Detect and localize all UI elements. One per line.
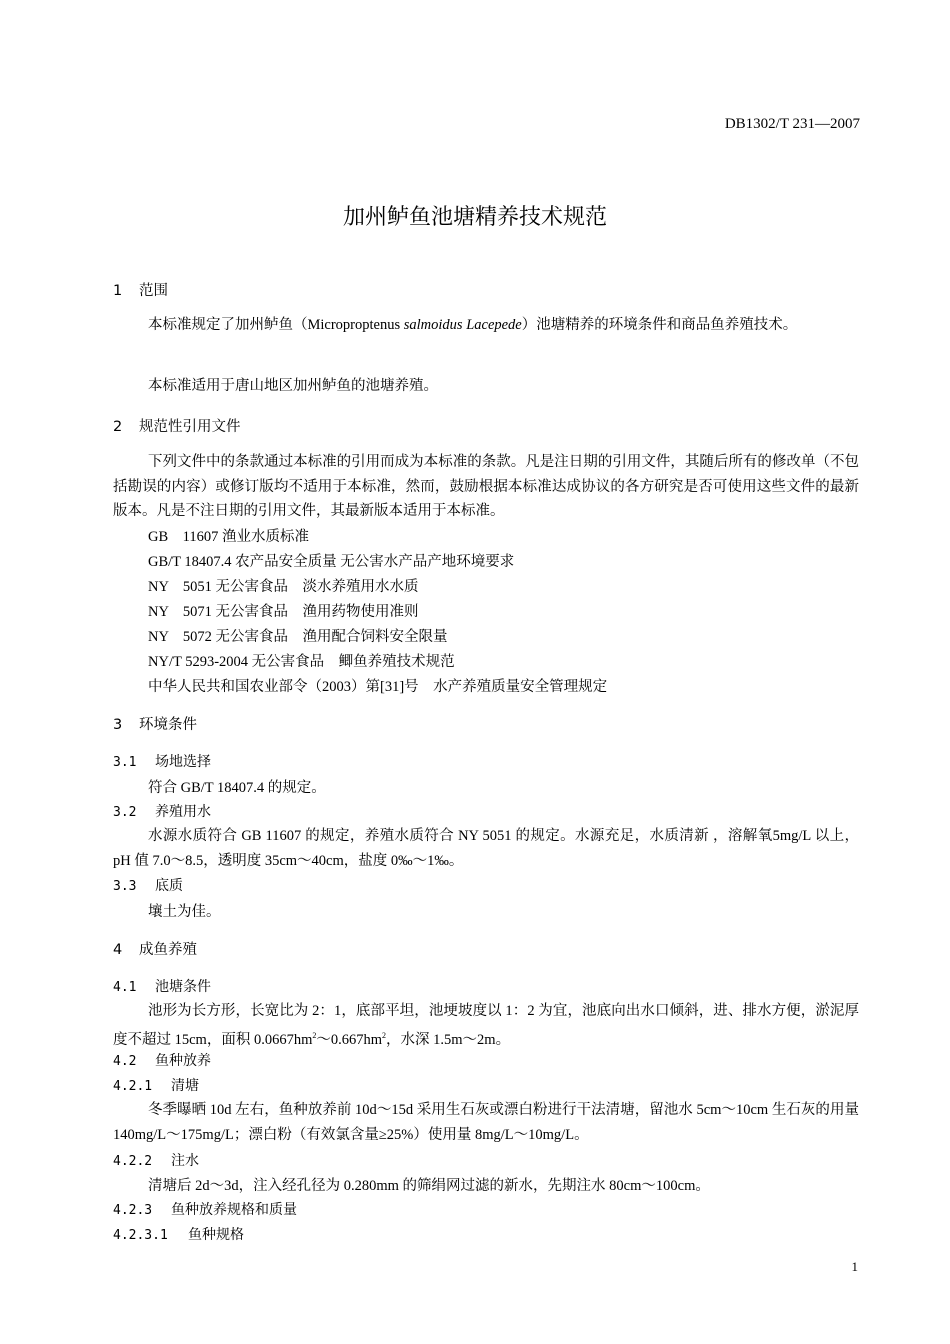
subsection-number: 3.1 xyxy=(113,755,137,770)
section-number: 4 xyxy=(113,942,123,958)
section-3-heading xyxy=(113,713,197,734)
subsection-3-2-text: 水源水质符合 GB 11607 的规定，养殖水质符合 NY 5051 的规定。水源充足，水质清新 ，溶解氧5mg/L 以上，pH 值 7.0～8.5，透明度 35cm～40cm，盐度 0‰～1‰。 xyxy=(113,828,859,869)
superscript: 2 xyxy=(382,1030,387,1040)
subsection-4-2-3-heading xyxy=(113,1199,297,1219)
reference-item: NY/T 5293-2004 无公害食品 鲫鱼养殖技术规范 xyxy=(148,654,455,670)
reference-item: GB 11607 渔业水质标准 xyxy=(148,529,309,545)
reference-item: GB/T 18407.4 农产品安全质量 无公害水产品产地环境要求 xyxy=(148,554,515,570)
subsection-4-2-1-text: 冬季曝晒 10d 左右，鱼种放养前 10d～15d 采用生石灰或漂白粉进行干法清塘，留池水 5cm～10cm 生石灰的用量 140mg/L～175mg/L；漂白粉（有效氯含量≥25%）使用量 8mg/L～10mg/L。 xyxy=(113,1102,859,1143)
section-number: 3 xyxy=(113,717,123,733)
subsection-4-1-text xyxy=(113,999,859,1052)
subsection-4-2-1-heading xyxy=(113,1075,199,1095)
subsection-title: 鱼种放养规格和质量 xyxy=(171,1202,297,1218)
subsection-4-2-2-text: 清塘后 2d～3d，注入经孔径为 0.280mm 的筛绢网过滤的新水，先期注水 80cm～100cm。 xyxy=(148,1178,710,1194)
subsection-title: 池塘条件 xyxy=(155,979,211,995)
reference-item: 中华人民共和国农业部令（2003）第[31]号 水产养殖质量安全管理规定 xyxy=(148,679,608,695)
reference-item: NY 5072 无公害食品 渔用配合饲料安全限量 xyxy=(148,629,448,645)
text-run: ～0.667hm xyxy=(316,1031,383,1048)
subsection-4-2-heading xyxy=(113,1050,211,1070)
subsection-4-2-3-1-heading xyxy=(113,1224,244,1244)
section-1-paragraph-2: 本标准适用于唐山地区加州鲈鱼的池塘养殖。 xyxy=(148,378,438,394)
subsection-number: 4.2.3.1 xyxy=(113,1228,168,1243)
section-title: 环境条件 xyxy=(139,717,197,733)
section-title: 范围 xyxy=(139,283,168,299)
text-run: ，水深 1.5m～2m。 xyxy=(386,1031,511,1048)
subsection-3-2-heading xyxy=(113,801,211,821)
superscript: 2 xyxy=(312,1030,317,1040)
text-run: 池形为长方形，长宽比为 2：1，底部平坦，池埂坡度以 1：2 为宜，池底向出水口倾斜，进、排水方便，淤泥厚度不超过 15cm，面积 0.0667hm xyxy=(113,1003,859,1048)
subsection-3-1-text: 符合 GB/T 18407.4 的规定。 xyxy=(148,780,326,796)
standard-code: DB1302/T 231—2007 xyxy=(724,116,860,132)
subsection-title: 清塘 xyxy=(171,1078,199,1094)
section-4-heading xyxy=(113,938,197,959)
subsection-title: 注水 xyxy=(171,1153,199,1169)
section-number: 2 xyxy=(113,419,123,435)
subsection-3-3-heading xyxy=(113,875,183,895)
reference-item: NY 5071 无公害食品 渔用药物使用准则 xyxy=(148,604,419,620)
subsection-title: 鱼种放养 xyxy=(155,1053,211,1069)
subsection-number: 4.2.2 xyxy=(113,1154,153,1169)
page-number: 1 xyxy=(851,1259,858,1274)
section-2-paragraph: 下列文件中的条款通过本标准的引用而成为本标准的条款。凡是注日期的引用文件，其随后所有的修改单（不包括勘误的内容）或修订版均不适用于本标准，然而，鼓励根据本标准达成协议的各方研究是否可使用这些文件的最新版本。凡是不注日期的引用文件，其最新版本适用于本标准。 xyxy=(113,454,859,519)
section-title: 规范性引用文件 xyxy=(139,419,241,435)
text-run: ）池塘精养的环境条件和商品鱼养殖技术。 xyxy=(521,317,798,333)
reference-item: NY 5051 无公害食品 淡水养殖用水水质 xyxy=(148,579,419,595)
subsection-title: 底质 xyxy=(155,878,183,894)
subsection-number: 4.2.1 xyxy=(113,1079,153,1094)
subsection-number: 4.1 xyxy=(113,980,137,995)
subsection-title: 鱼种规格 xyxy=(188,1227,244,1243)
section-1-heading xyxy=(113,279,168,300)
section-title: 成鱼养殖 xyxy=(139,942,197,958)
species-name: salmoidus Lacepede xyxy=(403,317,522,333)
document-title: 加州鲈鱼池塘精养技术规范 xyxy=(342,205,607,230)
subsection-4-2-2-heading xyxy=(113,1150,199,1170)
subsection-title: 场地选择 xyxy=(155,754,211,770)
section-1-paragraph-1 xyxy=(113,313,859,338)
subsection-number: 4.2.3 xyxy=(113,1203,153,1218)
subsection-3-1-heading xyxy=(113,751,211,771)
subsection-number: 4.2 xyxy=(113,1054,137,1069)
section-number: 1 xyxy=(113,283,123,299)
subsection-number: 3.2 xyxy=(113,805,137,820)
text-run: 本标准规定了加州鲈鱼（Microproptenus xyxy=(148,317,404,333)
subsection-number: 3.3 xyxy=(113,879,137,894)
subsection-title: 养殖用水 xyxy=(155,804,211,820)
subsection-4-1-heading xyxy=(113,976,211,996)
subsection-3-3-text: 壤土为佳。 xyxy=(148,904,221,920)
section-2-heading xyxy=(113,415,241,436)
